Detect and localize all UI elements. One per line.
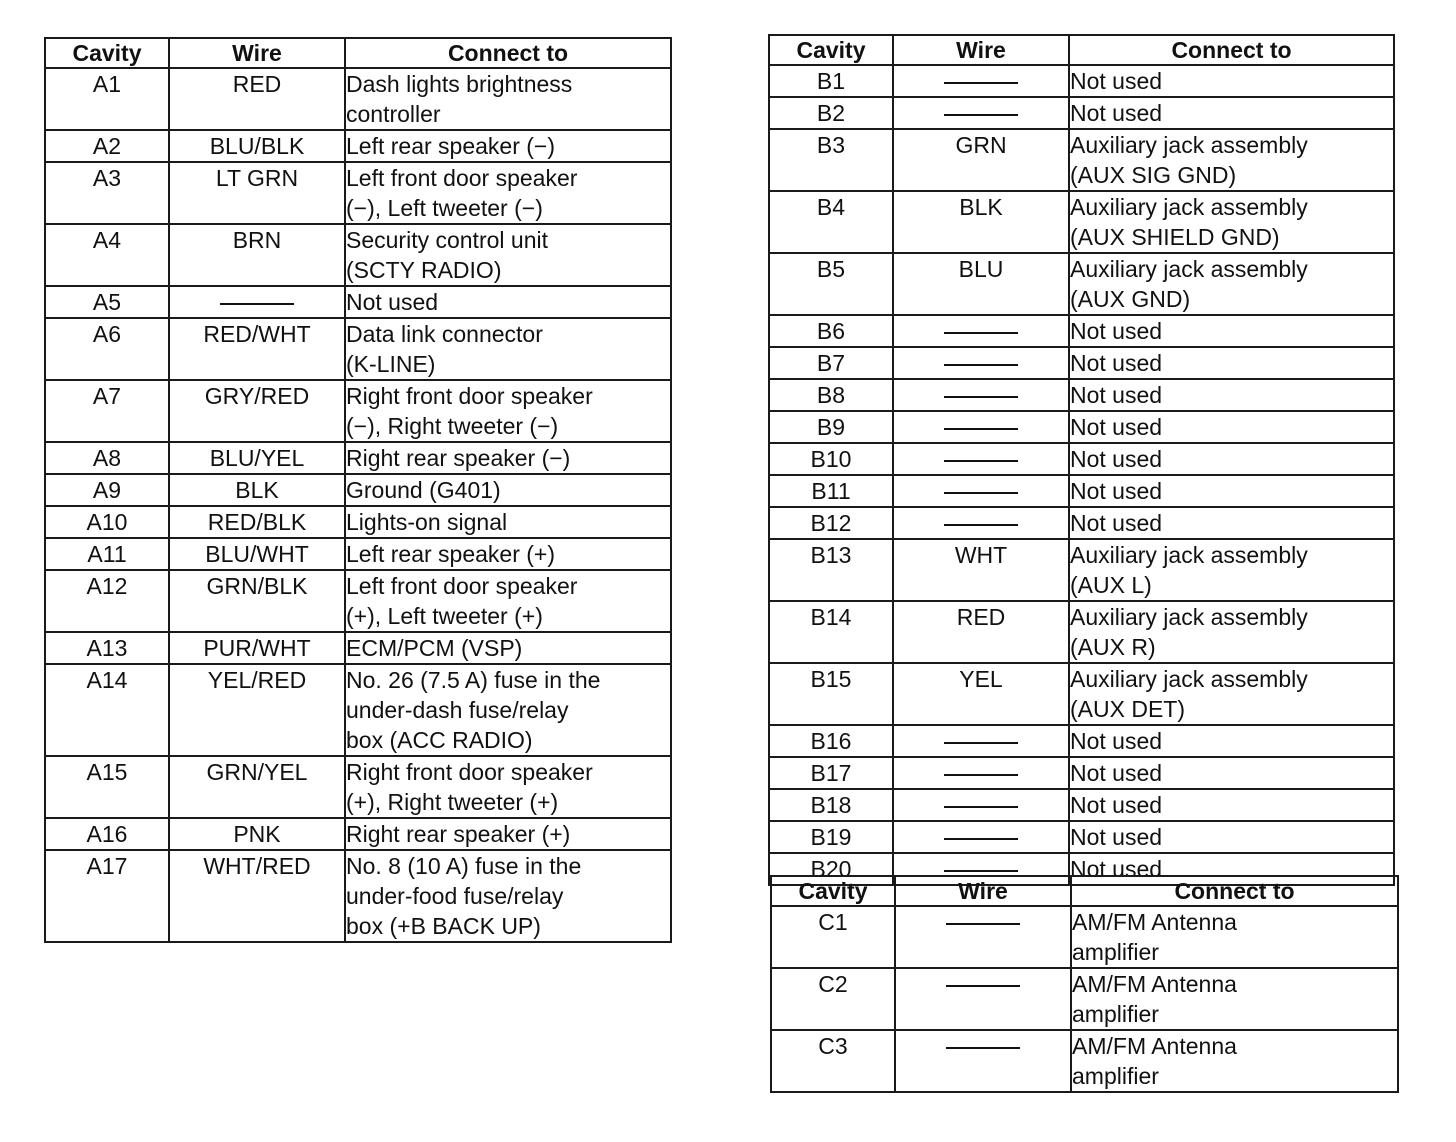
- table-row: [45, 286, 671, 318]
- no-wire-dash: [946, 923, 1020, 925]
- cavity-cell: A17: [45, 850, 169, 942]
- table-row: [45, 474, 671, 506]
- cavity-cell: B4: [769, 191, 893, 253]
- no-wire-dash: [944, 82, 1018, 84]
- table-row: [45, 380, 671, 442]
- table-row: [45, 538, 671, 570]
- connect-to-cell: Auxiliary jack assembly (AUX GND): [1069, 253, 1394, 315]
- wire-cell: PNK: [169, 818, 345, 850]
- wire-cell: GRN: [893, 129, 1069, 191]
- no-wire-dash: [944, 524, 1018, 526]
- no-wire-dash: [944, 774, 1018, 776]
- connect-to-cell: Auxiliary jack assembly (AUX L): [1069, 539, 1394, 601]
- header-cavity: Cavity: [45, 38, 169, 68]
- connect-to-cell: Auxiliary jack assembly (AUX R): [1069, 601, 1394, 663]
- cavity-cell: A16: [45, 818, 169, 850]
- cavity-cell: A10: [45, 506, 169, 538]
- no-wire-dash: [944, 492, 1018, 494]
- cavity-cell: B2: [769, 97, 893, 129]
- table-row: [769, 65, 1394, 97]
- wire-cell: [893, 475, 1069, 507]
- connect-to-cell: Not used: [1069, 97, 1394, 129]
- no-wire-dash: [944, 870, 1018, 872]
- connect-to-cell: Left rear speaker (+): [345, 538, 671, 570]
- cavity-cell: B9: [769, 411, 893, 443]
- table-row: [771, 906, 1398, 968]
- no-wire-dash: [944, 806, 1018, 808]
- table-row: [45, 632, 671, 664]
- table-row: [45, 318, 671, 380]
- connect-to-cell: Ground (G401): [345, 474, 671, 506]
- wire-cell: [893, 411, 1069, 443]
- wire-cell: GRN/YEL: [169, 756, 345, 818]
- cavity-cell: B6: [769, 315, 893, 347]
- header-connect-to: Connect to: [345, 38, 671, 68]
- wire-cell: [893, 97, 1069, 129]
- table-row: [769, 443, 1394, 475]
- table-row: [769, 315, 1394, 347]
- connect-to-cell: Not used: [1069, 347, 1394, 379]
- wire-cell: WHT: [893, 539, 1069, 601]
- no-wire-dash: [944, 460, 1018, 462]
- connect-to-cell: No. 8 (10 A) fuse in the under-food fuse/relay box (+B BACK UP): [345, 850, 671, 942]
- table-row: [45, 756, 671, 818]
- wire-cell: [893, 821, 1069, 853]
- table-row: [769, 379, 1394, 411]
- wire-cell: YEL/RED: [169, 664, 345, 756]
- header-wire: Wire: [895, 876, 1071, 906]
- connect-to-cell: Not used: [1069, 65, 1394, 97]
- wire-cell: BLK: [893, 191, 1069, 253]
- cavity-cell: A6: [45, 318, 169, 380]
- cavity-cell: B1: [769, 65, 893, 97]
- table-row: [769, 97, 1394, 129]
- wire-cell: [893, 443, 1069, 475]
- wire-cell: [895, 906, 1071, 968]
- cavity-cell: A4: [45, 224, 169, 286]
- connect-to-cell: Lights-on signal: [345, 506, 671, 538]
- table-row: [45, 818, 671, 850]
- table-row: [771, 968, 1398, 1030]
- wire-cell: [895, 1030, 1071, 1092]
- table-row: [769, 191, 1394, 253]
- header-cavity: Cavity: [771, 876, 895, 906]
- connector-b-table: [768, 34, 1395, 886]
- table-row: [45, 68, 671, 130]
- wire-cell: WHT/RED: [169, 850, 345, 942]
- wire-cell: GRY/RED: [169, 380, 345, 442]
- table-row: [769, 253, 1394, 315]
- table-row: [769, 129, 1394, 191]
- cavity-cell: A8: [45, 442, 169, 474]
- cavity-cell: B5: [769, 253, 893, 315]
- wire-cell: GRN/BLK: [169, 570, 345, 632]
- connect-to-cell: Not used: [1069, 821, 1394, 853]
- connect-to-cell: Not used: [1069, 507, 1394, 539]
- connect-to-cell: Not used: [1069, 443, 1394, 475]
- connect-to-cell: No. 26 (7.5 A) fuse in the under-dash fuse/relay box (ACC RADIO): [345, 664, 671, 756]
- connect-to-cell: Right rear speaker (+): [345, 818, 671, 850]
- header-row: [771, 876, 1398, 906]
- connect-to-cell: Left front door speaker (−), Left tweeter (−): [345, 162, 671, 224]
- cavity-cell: B15: [769, 663, 893, 725]
- table-row: [769, 507, 1394, 539]
- wire-cell: YEL: [893, 663, 1069, 725]
- header-row: [769, 35, 1394, 65]
- wire-cell: BRN: [169, 224, 345, 286]
- cavity-cell: A7: [45, 380, 169, 442]
- connect-to-cell: Left rear speaker (−): [345, 130, 671, 162]
- wire-cell: RED: [893, 601, 1069, 663]
- no-wire-dash: [944, 332, 1018, 334]
- cavity-cell: A11: [45, 538, 169, 570]
- table-row: [45, 162, 671, 224]
- connect-to-cell: AM/FM Antenna amplifier: [1071, 906, 1398, 968]
- cavity-cell: A3: [45, 162, 169, 224]
- connect-to-cell: Security control unit (SCTY RADIO): [345, 224, 671, 286]
- connect-to-cell: Not used: [1069, 725, 1394, 757]
- table-row: [769, 601, 1394, 663]
- wire-cell: [895, 968, 1071, 1030]
- table-row: [769, 821, 1394, 853]
- connect-to-cell: Left front door speaker (+), Left tweeter (+): [345, 570, 671, 632]
- table-row: [45, 850, 671, 942]
- wire-cell: BLU/YEL: [169, 442, 345, 474]
- connect-to-cell: Not used: [1069, 475, 1394, 507]
- no-wire-dash: [944, 428, 1018, 430]
- connect-to-cell: Not used: [1069, 757, 1394, 789]
- header-connect-to: Connect to: [1071, 876, 1398, 906]
- connect-to-cell: Right rear speaker (−): [345, 442, 671, 474]
- table-row: [45, 570, 671, 632]
- table-row: [45, 664, 671, 756]
- cavity-cell: A1: [45, 68, 169, 130]
- connector-a-table: [44, 37, 672, 943]
- wire-cell: [893, 347, 1069, 379]
- no-wire-dash: [944, 838, 1018, 840]
- wire-cell: [893, 725, 1069, 757]
- table-row: [769, 663, 1394, 725]
- table-row: [769, 725, 1394, 757]
- wire-cell: [893, 507, 1069, 539]
- cavity-cell: B17: [769, 757, 893, 789]
- wire-cell: [893, 315, 1069, 347]
- cavity-cell: C3: [771, 1030, 895, 1092]
- wire-cell: [893, 379, 1069, 411]
- table-row: [769, 789, 1394, 821]
- connect-to-cell: ECM/PCM (VSP): [345, 632, 671, 664]
- wire-cell: RED: [169, 68, 345, 130]
- header-cavity: Cavity: [769, 35, 893, 65]
- table-row: [45, 130, 671, 162]
- connect-to-cell: Not used: [345, 286, 671, 318]
- cavity-cell: A5: [45, 286, 169, 318]
- connect-to-cell: Not used: [1069, 789, 1394, 821]
- wire-cell: BLU/WHT: [169, 538, 345, 570]
- wire-cell: LT GRN: [169, 162, 345, 224]
- cavity-cell: A13: [45, 632, 169, 664]
- header-row: [45, 38, 671, 68]
- cavity-cell: C2: [771, 968, 895, 1030]
- connect-to-cell: Dash lights brightness controller: [345, 68, 671, 130]
- no-wire-dash: [946, 1047, 1020, 1049]
- no-wire-dash: [946, 985, 1020, 987]
- wire-cell: RED/WHT: [169, 318, 345, 380]
- no-wire-dash: [220, 303, 294, 305]
- header-wire: Wire: [169, 38, 345, 68]
- header-connect-to: Connect to: [1069, 35, 1394, 65]
- table-row: [769, 347, 1394, 379]
- connect-to-cell: Auxiliary jack assembly (AUX DET): [1069, 663, 1394, 725]
- table-row: [45, 506, 671, 538]
- cavity-cell: B20: [769, 853, 893, 885]
- no-wire-dash: [944, 742, 1018, 744]
- cavity-cell: B14: [769, 601, 893, 663]
- connect-to-cell: Right front door speaker (−), Right tweeter (−): [345, 380, 671, 442]
- table-row: [769, 539, 1394, 601]
- cavity-cell: B10: [769, 443, 893, 475]
- header-wire: Wire: [893, 35, 1069, 65]
- no-wire-dash: [944, 114, 1018, 116]
- cavity-cell: B19: [769, 821, 893, 853]
- cavity-cell: A15: [45, 756, 169, 818]
- cavity-cell: B8: [769, 379, 893, 411]
- wire-cell: [893, 789, 1069, 821]
- wire-cell: BLK: [169, 474, 345, 506]
- connect-to-cell: Auxiliary jack assembly (AUX SIG GND): [1069, 129, 1394, 191]
- cavity-cell: B12: [769, 507, 893, 539]
- connect-to-cell: Not used: [1069, 315, 1394, 347]
- table-row: [769, 757, 1394, 789]
- wire-cell: RED/BLK: [169, 506, 345, 538]
- cavity-cell: A9: [45, 474, 169, 506]
- no-wire-dash: [944, 396, 1018, 398]
- table-row: [769, 475, 1394, 507]
- cavity-cell: B16: [769, 725, 893, 757]
- cavity-cell: B7: [769, 347, 893, 379]
- table-row: [769, 411, 1394, 443]
- connect-to-cell: AM/FM Antenna amplifier: [1071, 968, 1398, 1030]
- wire-cell: [893, 65, 1069, 97]
- cavity-cell: B3: [769, 129, 893, 191]
- connect-to-cell: Not used: [1069, 411, 1394, 443]
- cavity-cell: A2: [45, 130, 169, 162]
- cavity-cell: A12: [45, 570, 169, 632]
- table-row: [45, 442, 671, 474]
- wire-cell: [893, 757, 1069, 789]
- no-wire-dash: [944, 364, 1018, 366]
- connect-to-cell: AM/FM Antenna amplifier: [1071, 1030, 1398, 1092]
- cavity-cell: B13: [769, 539, 893, 601]
- wire-cell: [169, 286, 345, 318]
- table-row: [45, 224, 671, 286]
- cavity-cell: C1: [771, 906, 895, 968]
- table-row: [771, 1030, 1398, 1092]
- wire-cell: BLU: [893, 253, 1069, 315]
- connect-to-cell: Not used: [1069, 379, 1394, 411]
- cavity-cell: A14: [45, 664, 169, 756]
- connect-to-cell: Data link connector (K-LINE): [345, 318, 671, 380]
- wire-cell: BLU/BLK: [169, 130, 345, 162]
- wire-cell: PUR/WHT: [169, 632, 345, 664]
- cavity-cell: B18: [769, 789, 893, 821]
- connect-to-cell: Not used: [1069, 853, 1394, 885]
- connect-to-cell: Auxiliary jack assembly (AUX SHIELD GND): [1069, 191, 1394, 253]
- connect-to-cell: Right front door speaker (+), Right tweeter (+): [345, 756, 671, 818]
- cavity-cell: B11: [769, 475, 893, 507]
- connector-c-table: [770, 875, 1399, 1093]
